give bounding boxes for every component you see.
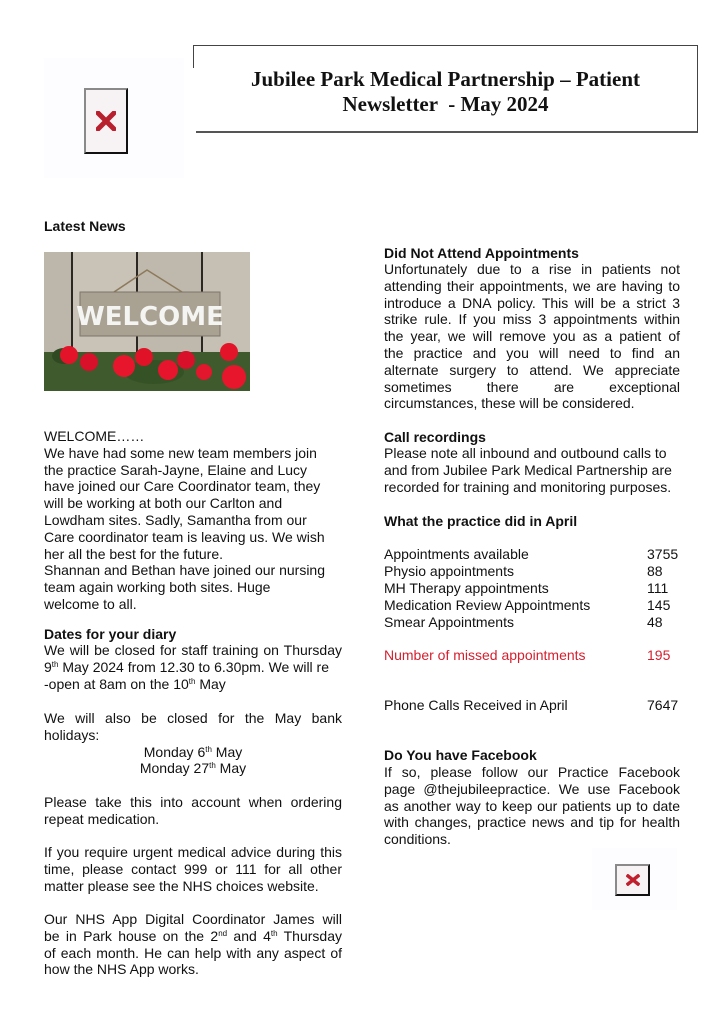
text-line: holidays:: [44, 726, 100, 743]
text-line: -open at 8am on the 10th May: [44, 675, 226, 692]
stat-value: 48: [647, 614, 663, 630]
dna-heading: Did Not Attend Appointments: [384, 245, 579, 261]
stat-value: 7647: [647, 697, 679, 713]
page-title: [194, 67, 697, 117]
text-line: sometimes there are exceptional: [384, 378, 680, 395]
stat-label: Appointments available: [384, 546, 529, 562]
newsletter-title-box: [193, 45, 698, 133]
urgent-advice-paragraph: [44, 844, 342, 894]
title-line-1: Jubilee Park Medical Partnership – Patient: [250, 67, 641, 91]
text-line: of each month. He can help with any aspect of: [44, 944, 342, 961]
stat-value: 88: [647, 563, 663, 579]
text-line: time, please contact 999 or 111 for all other: [44, 860, 342, 877]
text-line: Please note all inbound and outbound calls to: [384, 445, 667, 461]
text-line: will be working at both our Carlton and: [44, 495, 283, 512]
welcome-image: [44, 252, 250, 391]
bank-holiday-paragraph: [44, 710, 342, 777]
stat-value: 145: [647, 597, 671, 613]
text-line: circumstances, these will be considered.: [384, 395, 635, 412]
red-x-icon: [626, 874, 640, 886]
text-line: her all the best for the future.: [44, 545, 223, 562]
latest-news-heading: Latest News: [44, 218, 126, 234]
text-line: 9th May 2024 from 12.30 to 6.30pm. We will re: [44, 658, 330, 675]
text-line: conditions.: [384, 831, 451, 848]
holiday-date-2: Monday 27th May: [139, 760, 247, 777]
text-line: matter please see the NHS choices website.: [44, 877, 319, 894]
call-recordings-heading: Call recordings: [384, 429, 486, 445]
text-line: with changes, practice news and tip for health: [384, 814, 680, 831]
facebook-image: [592, 848, 677, 910]
text-line: WELCOME……: [44, 428, 145, 444]
text-line: alternate surgery to attend. We appreciate: [384, 361, 680, 378]
stat-label: Medication Review Appointments: [384, 597, 591, 613]
diary-heading: Dates for your diary: [44, 626, 177, 642]
call-recordings-paragraph: [384, 445, 680, 495]
text-line: Care coordinator team is leaving us. We wish: [44, 528, 325, 545]
stat-value: 111: [647, 580, 669, 596]
stat-label: Physio appointments: [384, 563, 514, 579]
welcome-paragraph: [44, 428, 344, 613]
text-line: We have had some new team members join: [44, 444, 317, 461]
stat-value: 3755: [647, 546, 679, 562]
text-line: We will be closed for staff training on Thursday: [44, 642, 342, 658]
welcome-sign-picture: [44, 252, 250, 391]
text-line: team again working both sites. Huge: [44, 579, 271, 596]
facebook-paragraph: [384, 764, 680, 848]
facebook-heading: Do You have Facebook: [384, 747, 537, 763]
text-line: the practice Sarah-Jayne, Elaine and Lucy: [44, 461, 308, 478]
text-line: strike rule. If you miss 3 appointments within: [384, 311, 680, 328]
logo-image: [44, 58, 184, 178]
text-line: the practice and you will need to find an: [384, 344, 680, 361]
text-line: If you require urgent medical advice during this: [44, 844, 342, 860]
holiday-date-1: Monday 6th May: [143, 743, 243, 760]
text-line: page @thejubileepractice. We use Facebook: [384, 780, 680, 797]
svg-text:WELCOME: WELCOME: [76, 302, 224, 332]
text-line: as another way to keep our patients up to date: [384, 797, 680, 814]
text-line: welcome to all.: [44, 595, 137, 612]
text-line: introduce a DNA policy. This will be a strict 3: [384, 294, 680, 311]
text-line: be in Park house on the 2nd and 4th Thursday: [44, 927, 342, 944]
broken-image-icon: [615, 864, 650, 896]
stat-label: Number of missed appointments: [384, 647, 586, 663]
text-line: the year, we will remove you as a patient of: [384, 328, 680, 345]
repeat-medication-paragraph: [44, 794, 342, 828]
text-line: Please take this into account when ordering: [44, 794, 342, 810]
april-stats-heading: What the practice did in April: [384, 513, 578, 529]
text-line: If so, please follow our Practice Facebook: [384, 764, 680, 780]
red-x-icon: [96, 111, 116, 131]
diary-training-paragraph: [44, 642, 342, 692]
text-line: Our NHS App Digital Coordinator James will: [44, 911, 342, 927]
text-line: Lowdham sites. Sadly, Samantha from our: [44, 511, 307, 528]
stat-value: 195: [647, 647, 671, 663]
text-line: repeat medication.: [44, 810, 160, 827]
stat-label: MH Therapy appointments: [384, 580, 549, 596]
stat-label: Smear Appointments: [384, 614, 514, 630]
title-line-2: Newsletter - May 2024: [342, 92, 549, 116]
text-line: and from Jubilee Park Medical Partnership are: [384, 461, 672, 478]
text-line: We will also be closed for the May bank: [44, 710, 342, 726]
text-line: Shannan and Bethan have joined our nursing: [44, 562, 325, 579]
broken-image-icon: [84, 88, 128, 154]
text-line: attending their appointments, we are having to: [384, 277, 680, 294]
text-line: have joined our Care Coordinator team, they: [44, 478, 321, 495]
stat-label: Phone Calls Received in April: [384, 697, 568, 713]
text-line: how the NHS App works.: [44, 961, 199, 978]
text-line: recorded for training and monitoring purposes.: [384, 478, 672, 495]
dna-paragraph: [384, 261, 680, 412]
nhs-app-paragraph: [44, 911, 342, 978]
text-line: Unfortunately due to a rise in patients not: [384, 261, 680, 277]
